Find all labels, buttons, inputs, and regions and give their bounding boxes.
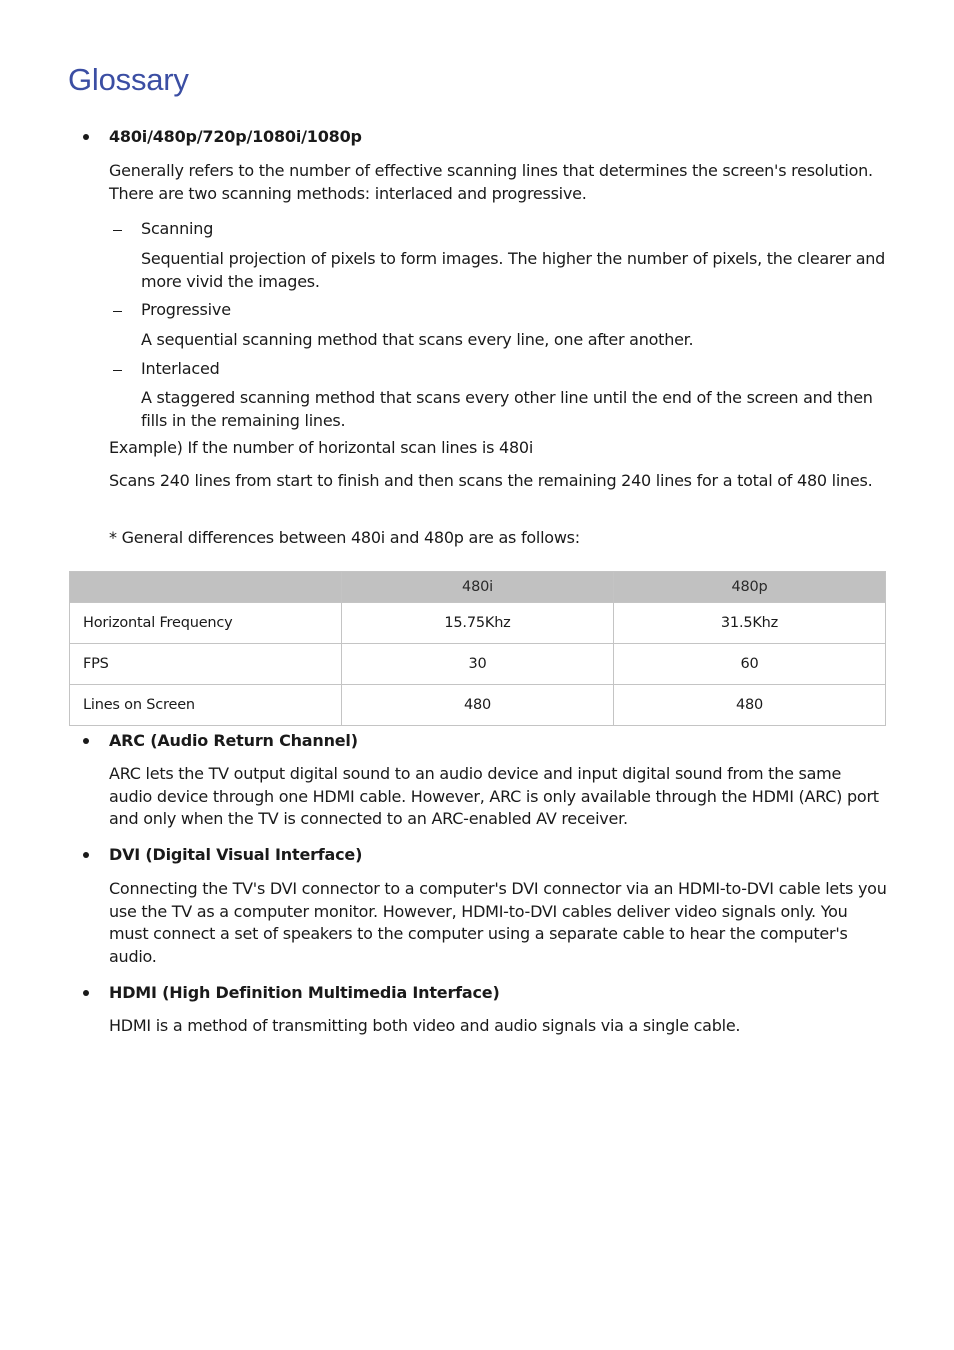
note-text: * General differences between 480i and 480p are as follows:	[109, 528, 580, 547]
sub-item-interlaced-label: Interlaced	[141, 359, 220, 378]
term-resolution: 480i/480p/720p/1080i/1080p	[109, 127, 362, 146]
table-header-row	[70, 572, 886, 603]
table-cell: 480	[342, 685, 614, 726]
table-header-cell: 480p	[614, 572, 886, 603]
comparison-table	[69, 571, 886, 726]
term-arc: ARC (Audio Return Channel)	[109, 731, 358, 750]
sub-item-progressive-desc: A sequential scanning method that scans every line, one after another.	[141, 330, 694, 349]
bullet-icon	[83, 134, 89, 140]
sub-item-progressive-label: Progressive	[141, 300, 231, 319]
table-cell: 480	[614, 685, 886, 726]
bullet-icon	[83, 852, 89, 858]
table-row	[70, 603, 886, 644]
arc-desc: ARC lets the TV output digital sound to an audio device and input digital sound from the same audio device through one HDMI cable. However, ARC is only available through the HDMI (ARC) port and only when the TV is connected to an ARC-enabled AV receiver.	[109, 764, 879, 829]
bullet-icon	[83, 990, 89, 996]
dvi-desc: Connecting the TV's DVI connector to a computer's DVI connector via an HDMI-to-DVI cable lets you use the TV as a computer monitor. However, HDMI-to-DVI cables deliver video signals only. You must connect a set of speakers to the computer using a separate cable to hear the computer's audio.	[109, 879, 887, 967]
page-title: Glossary	[68, 62, 189, 97]
table-cell: 30	[342, 644, 614, 685]
sub-item-scanning-label: Scanning	[141, 219, 214, 238]
dash-icon	[113, 311, 122, 312]
table-row-label: FPS	[70, 644, 342, 685]
term-dvi: DVI (Digital Visual Interface)	[109, 845, 363, 864]
dash-icon	[113, 230, 122, 231]
table-cell: 31.5Khz	[614, 603, 886, 644]
table-cell: 60	[614, 644, 886, 685]
bullet-icon	[83, 738, 89, 744]
table-row-label: Lines on Screen	[70, 685, 342, 726]
hdmi-desc: HDMI is a method of transmitting both video and audio signals via a single cable.	[109, 1016, 741, 1035]
example-text: Example) If the number of horizontal scan lines is 480i	[109, 438, 534, 457]
table-header-cell: 480i	[342, 572, 614, 603]
resolution-intro: Generally refers to the number of effective scanning lines that determines the screen's resolution. There are two scanning methods: interlaced and progressive.	[109, 161, 873, 203]
example-detail: Scans 240 lines from start to finish and then scans the remaining 240 lines for a total of 480 lines.	[109, 471, 873, 490]
sub-item-scanning-desc: Sequential projection of pixels to form images. The higher the number of pixels, the clearer and more vivid the images.	[141, 249, 886, 291]
sub-item-interlaced-desc: A staggered scanning method that scans every other line until the end of the screen and then fills in the remaining lines.	[141, 388, 873, 430]
table-cell: 15.75Khz	[342, 603, 614, 644]
table-row	[70, 685, 886, 726]
dash-icon	[113, 370, 122, 371]
table-row-label: Horizontal Frequency	[70, 603, 342, 644]
table-row	[70, 644, 886, 685]
term-hdmi: HDMI (High Definition Multimedia Interface)	[109, 983, 500, 1002]
table-header-cell	[70, 572, 342, 603]
